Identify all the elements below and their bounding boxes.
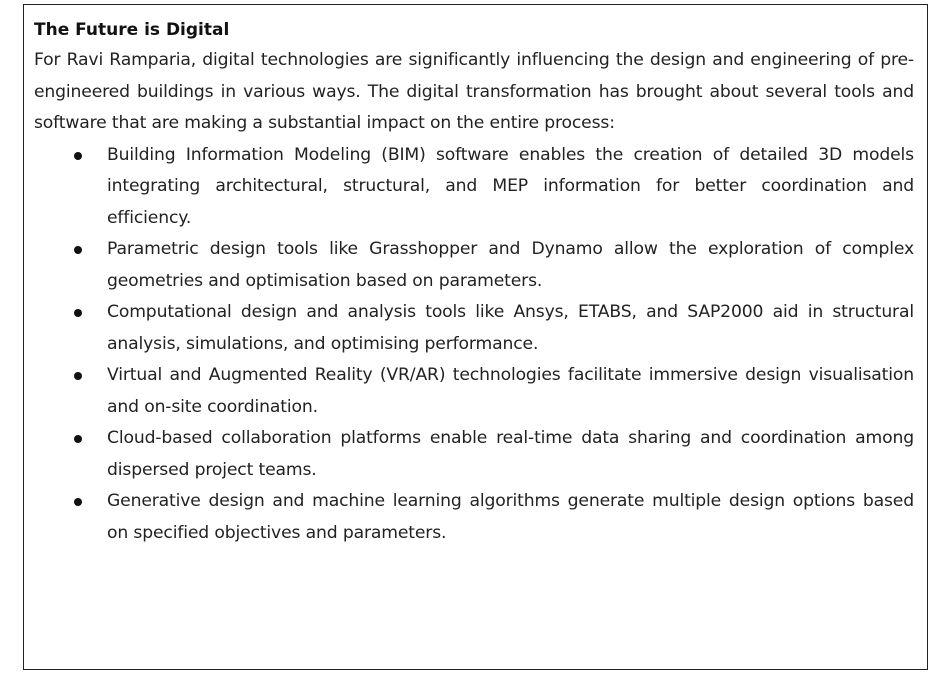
list-item-text: Computational design and analysis tools like Ansys, ETABS, and SAP2000 aid in structural analysis, simulations, and optimising performance.	[107, 302, 914, 354]
list-item	[34, 297, 914, 360]
bullet-icon	[74, 423, 84, 455]
list-item-text: Virtual and Augmented Reality (VR/AR) technologies facilitate immersive design visualisation and on-site coordination.	[107, 365, 914, 417]
list-item	[34, 140, 914, 235]
article-content	[34, 19, 914, 549]
list-item-text: Cloud-based collaboration platforms enable real-time data sharing and coordination among dispersed project teams.	[107, 428, 914, 480]
bullet-icon	[74, 140, 84, 172]
list-item-text: Generative design and machine learning algorithms generate multiple design options based on specified objectives and parameters.	[107, 491, 914, 543]
article-title: The Future is Digital	[34, 20, 230, 40]
article-intro: For Ravi Ramparia, digital technologies are significantly influencing the design and engineering of pre-engineered buildings in various ways. The digital transformation has brought about several tools and software that are making a substantial impact on the entire process:	[34, 50, 914, 133]
list-item	[34, 360, 914, 423]
list-item	[34, 486, 914, 549]
feature-list	[34, 140, 914, 550]
bullet-icon	[74, 297, 84, 329]
bullet-icon	[74, 486, 84, 518]
bullet-icon	[74, 234, 84, 266]
list-item	[34, 234, 914, 297]
list-item-text: Parametric design tools like Grasshopper and Dynamo allow the exploration of complex geometries and optimisation based on parameters.	[107, 239, 914, 291]
bullet-icon	[74, 360, 84, 392]
list-item-text: Building Information Modeling (BIM) software enables the creation of detailed 3D models integrating architectural, structural, and MEP information for better coordination and efficiency.	[107, 144, 914, 228]
list-item	[34, 423, 914, 486]
